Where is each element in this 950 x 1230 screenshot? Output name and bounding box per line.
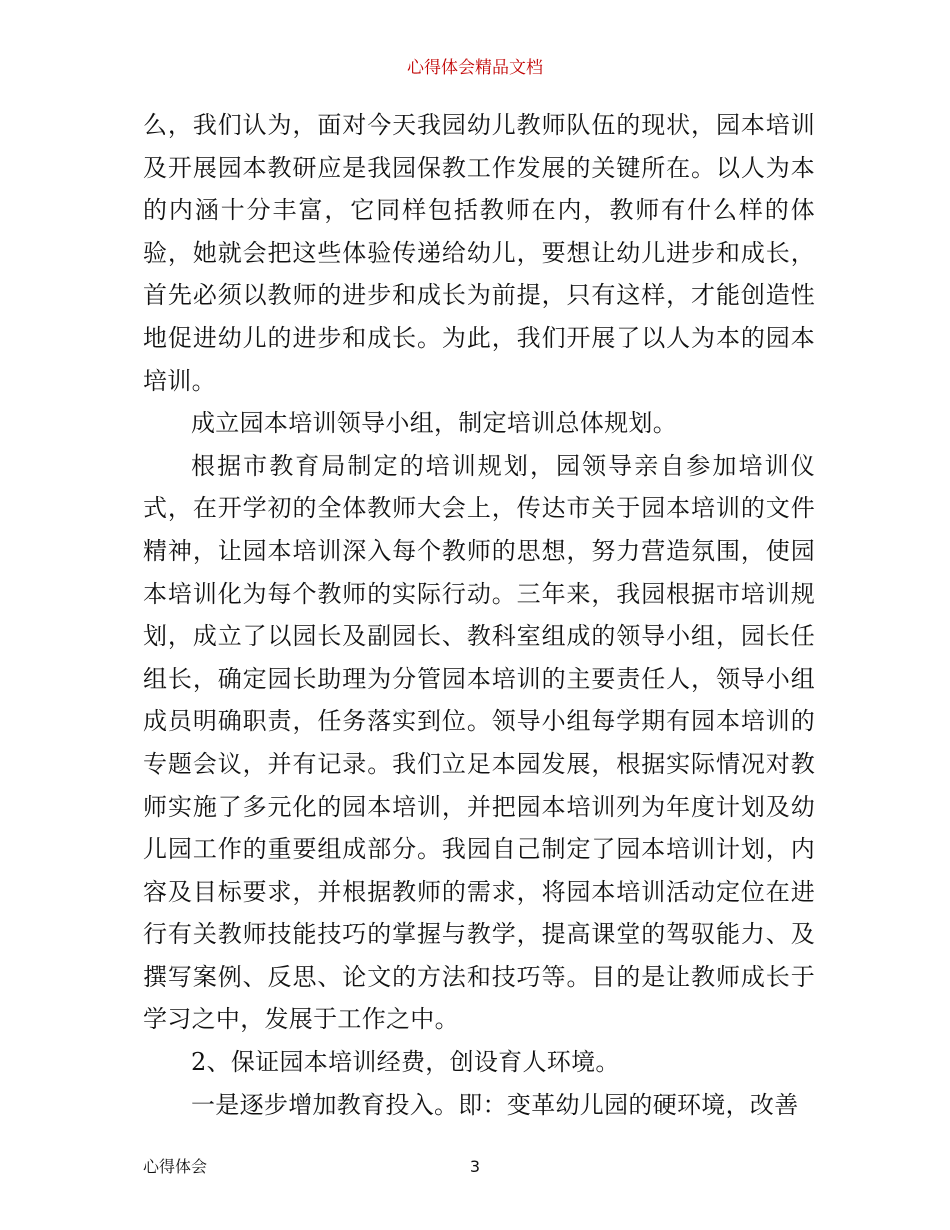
paragraph-investment: 一是逐步增加教育投入。即：变革幼儿园的硬环境，改善 bbox=[191, 1090, 799, 1119]
paragraph-training-plan: 根据市教育局制定的培训规划，园领导亲自参加培训仪式，在开学初的全体教师大会上，传达市关于园本培训的文件精神，让园本培训深入每个教师的思想，努力营造氛围，使园本培训化为每个教师的实际行动。三年来，我园根据市培训规划，成立了以园长及副园长、教科室组成的领导小组，园长任组长，确定园长助理为分管园本培训的主要责任人，领导小组成员明确职责，任务落实到位。领导小组每学期有园本培训的专题会议，并有记录。我们立足本园发展，根据实际情况对教师实施了多元化的园本培训，并把园本培训列为年度计划及幼儿园工作的重要组成部分。我园自己制定了园本培训计划，内容及目标要求，并根据教师的需求，将园本培训活动定位在进行有关教师技能技巧的掌握与教学，提高课堂的驾驭能力、及撰写案例、反思、论文的方法和技巧等。目的是让教师成长于学习之中，发展于工作之中。 bbox=[143, 451, 815, 1034]
paragraph-continuation: 么，我们认为，面对今天我园幼儿教师队伍的现状，园本培训及开展园本教研应是我园保教工作发展的关键所在。以人为本的内涵十分丰富，它同样包括教师在内，教师有什么样的体验，她就会把这些体验传递给幼儿，要想让幼儿进步和成长，首先必须以教师的进步和成长为前提，只有这样，才能创造性地促进幼儿的进步和成长。为此，我们开展了以人为本的园本培训。 bbox=[143, 111, 815, 395]
footer-label: 心得体会 bbox=[143, 1157, 208, 1176]
page-number: 3 bbox=[469, 1157, 481, 1176]
paragraph-section-heading-1: 成立园本培训领导小组，制定培训总体规划。 bbox=[191, 409, 677, 438]
document-body bbox=[143, 104, 815, 1126]
paragraph-section-heading-2: 2、保证园本培训经费，创设育人环境。 bbox=[191, 1048, 620, 1077]
document-header-title: 心得体会精品文档 bbox=[407, 58, 543, 78]
